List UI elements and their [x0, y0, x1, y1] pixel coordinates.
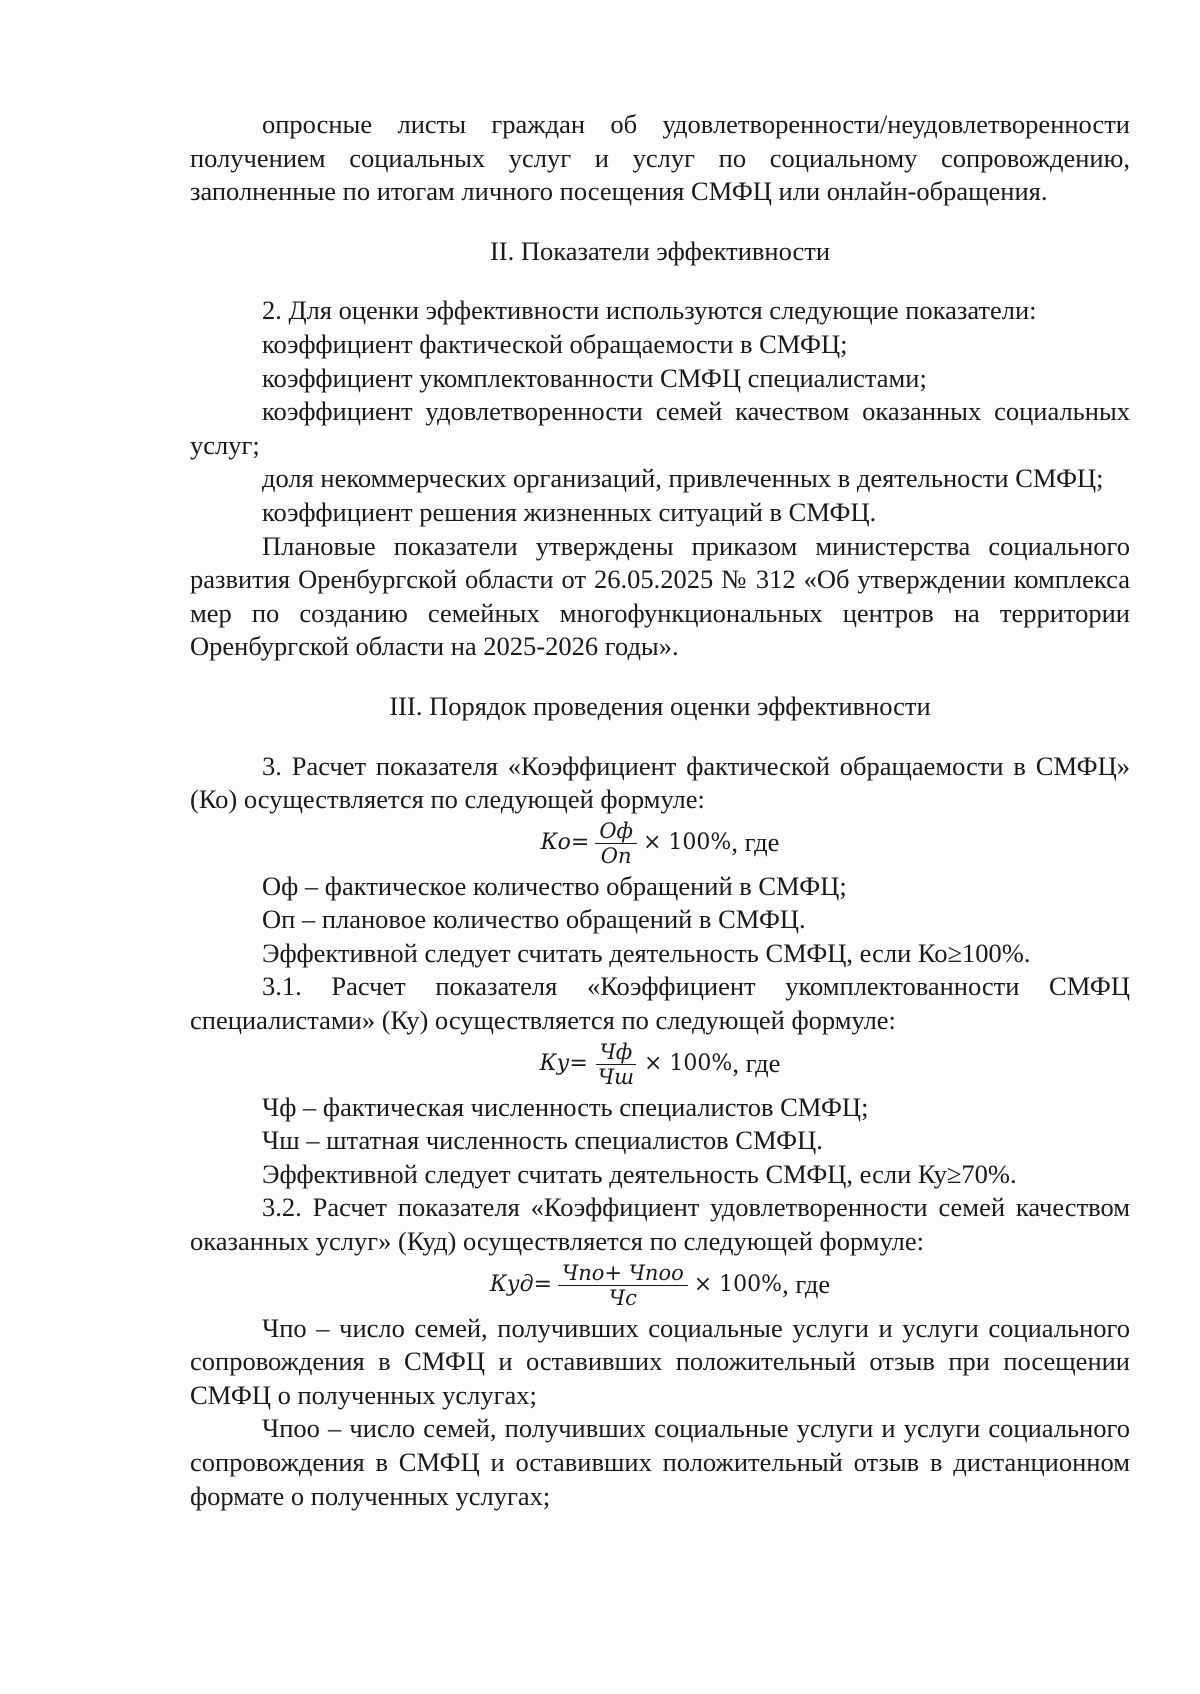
formula-multiplier: × 100%	[693, 1272, 783, 1298]
paragraph-3-2: 3.2. Расчет показателя «Коэффициент удовлетворенности семей качеством оказанных услуг» (Куд) осуществляется по следующей формуле:	[190, 1192, 1130, 1257]
definition: Чш – штатная численность специалистов СМФЦ.	[262, 1125, 823, 1156]
formula-fraction	[558, 1261, 688, 1310]
formula-numerator: Оф	[595, 819, 637, 844]
effectiveness-criterion: Эффективной следует считать деятельность СМФЦ, если Ко≥100%.	[262, 937, 1031, 968]
formula-tail: , где	[782, 1269, 831, 1300]
formula-numerator: Чпо+ Чпоо	[558, 1261, 688, 1286]
formula-fraction	[594, 1040, 638, 1089]
definition: Чф – фактическая численность специалистов СМФЦ;	[262, 1091, 869, 1122]
definition: Чпо – число семей, получивших социальные услуги и услуги социального сопровождения в СМФЦ и оставивших положительный отзыв при посещении СМФЦ о полученных услугах;	[190, 1312, 1130, 1410]
definition: Оп – плановое количество обращений в СМФЦ.	[262, 904, 806, 935]
formula-eq: =	[569, 1051, 588, 1077]
indicator-item: коэффициент укомплектованности СМФЦ специалистами;	[262, 362, 927, 393]
paragraph-3: 3. Расчет показателя «Коэффициент фактической обращаемости в СМФЦ» (Ко) осуществляется по следующей формуле:	[190, 750, 1130, 815]
intro-paragraph: опросные листы граждан об удовлетворенности/неудовлетворенности получением социальных услуг и услуг по социальному сопровождению, заполненные по итогам личного посещения СМФЦ или онлайн-обращения.	[190, 109, 1130, 207]
formula-lhs: Куд	[489, 1272, 534, 1298]
formula-eq: =	[533, 1272, 553, 1298]
formula-multiplier: × 100%	[643, 830, 732, 856]
indicator-item: коэффициент фактической обращаемости в СМФЦ;	[262, 328, 848, 359]
formula-ko	[190, 819, 1130, 868]
formula-ku	[190, 1040, 1130, 1089]
formula-numerator: Чф	[596, 1040, 637, 1065]
formula-kud	[190, 1261, 1130, 1310]
section-2-heading: II. Показатели эффективности	[489, 235, 831, 266]
section-2-lead: 2. Для оценки эффективности используются следующие показатели:	[262, 295, 1037, 326]
indicator-item: коэффициент удовлетворенности семей качеством оказанных социальных услуг;	[190, 396, 1130, 460]
formula-fraction	[595, 819, 637, 868]
plan-paragraph: Плановые показатели утверждены приказом министерства социального развития Оренбургской области от 26.05.2025 № 312 «Об утверждении комплекса мер по созданию семейных многофункциональных центров на территории Оренбургской области на 2025-2026 годы».	[190, 530, 1130, 662]
formula-tail: , где	[732, 1048, 781, 1079]
formula-denominator: Чш	[597, 1064, 634, 1089]
formula-denominator: Чс	[608, 1285, 637, 1310]
formula-eq: =	[570, 830, 590, 856]
indicator-item: коэффициент решения жизненных ситуаций в СМФЦ.	[262, 496, 877, 527]
definition: Оф – фактическое количество обращений в СМФЦ;	[262, 870, 847, 901]
formula-multiplier: × 100%	[643, 1051, 733, 1077]
section-3-heading: III. Порядок проведения оценки эффективности	[389, 690, 931, 721]
paragraph-3-1: 3.1. Расчет показателя «Коэффициент укомплектованности СМФЦ специалистами» (Ку) осуществляется по следующей формуле:	[190, 971, 1130, 1036]
formula-lhs: Ко	[540, 830, 571, 856]
definition: Чпоо – число семей, получивших социальные услуги и услуги социального сопровождения в СМФЦ и оставивших положительный отзыв в дистанционном формате о полученных услугах;	[190, 1413, 1130, 1511]
document-body	[190, 108, 1130, 1513]
effectiveness-criterion: Эффективной следует считать деятельность СМФЦ, если Ку≥70%.	[262, 1158, 1017, 1189]
formula-tail: , где	[731, 827, 780, 858]
indicator-item: доля некоммерческих организаций, привлеченных в деятельности СМФЦ;	[262, 463, 1104, 494]
formula-lhs: Ку	[539, 1051, 570, 1077]
formula-denominator: Оп	[600, 843, 632, 868]
